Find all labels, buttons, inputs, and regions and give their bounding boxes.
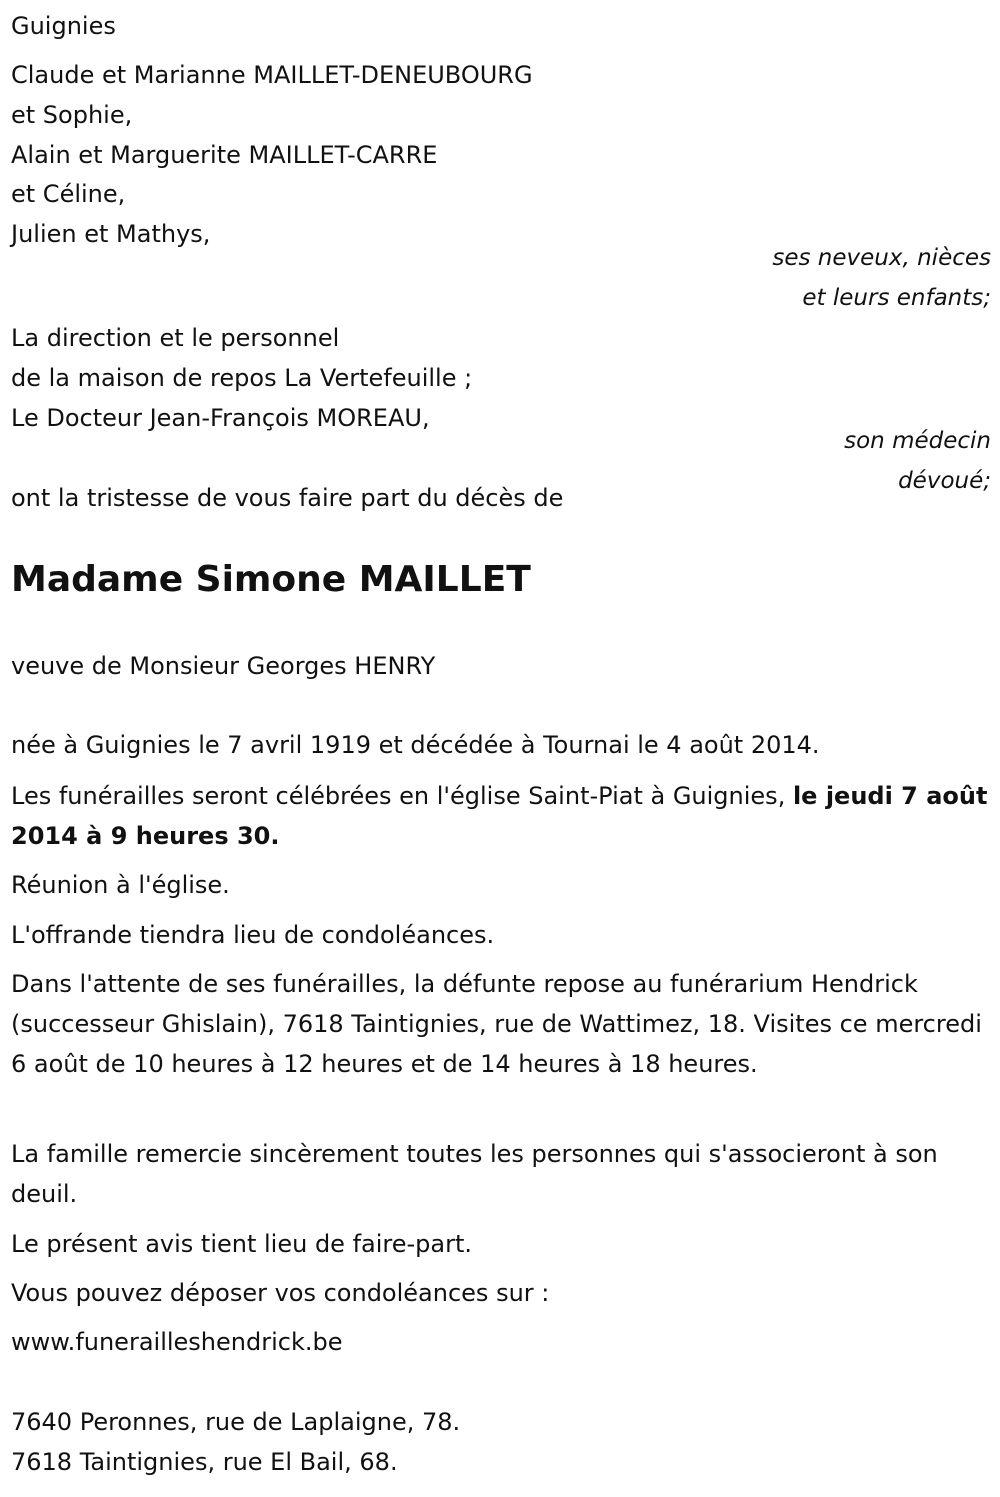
website-link[interactable]: www.funerailleshendrick.be [11, 1328, 343, 1356]
doctor-relation-line-2: dévoué; [898, 468, 991, 494]
funeral-paragraph [11, 776, 993, 856]
family-line-2: et Sophie, [11, 101, 133, 129]
announcement-text: ont la tristesse de vous faire part du décès de [11, 484, 564, 512]
birth-death-text: née à Guignies le 7 avril 1919 et décédée à Tournai le 4 août 2014. [11, 731, 820, 759]
viewing-paragraph: Dans l'attente de ses funérailles, la défunte repose au funérarium Hendrick (successeur Ghislain), 7618 Taintignies, rue de Wattimez, 18. Visites ce mercredi 6 août de 10 heures à 12 heures et de 14 heures à 18 heures. [11, 970, 982, 1078]
family-relation-line-2: et leurs enfants; [802, 285, 991, 311]
deceased-name: Madame Simone MAILLET [11, 559, 531, 600]
thanks-paragraph: La famille remercie sincèrement toutes les personnes qui s'associeront à son deuil. [11, 1140, 938, 1208]
family-line-5: Julien et Mathys, [11, 220, 211, 248]
staff-line-2: de la maison de repos La Vertefeuille ; [11, 364, 473, 392]
doctor-line: Le Docteur Jean-François MOREAU, [11, 404, 430, 432]
offering-text: L'offrande tiendra lieu de condoléances. [11, 921, 495, 949]
condolences-intro: Vous pouvez déposer vos condoléances sur : [11, 1279, 550, 1307]
widow-of-text: veuve de Monsieur Georges HENRY [11, 652, 436, 680]
place-header: Guignies [11, 12, 116, 40]
funeral-intro: Les funérailles seront célébrées en l'église Saint-Piat à Guignies, [11, 782, 793, 810]
family-line-1: Claude et Marianne MAILLET-DENEUBOURG [11, 61, 533, 89]
notice-text: Le présent avis tient lieu de faire-part. [11, 1230, 473, 1258]
meeting-text: Réunion à l'église. [11, 871, 230, 899]
staff-line-1: La direction et le personnel [11, 324, 340, 352]
family-line-4: et Céline, [11, 180, 126, 208]
funeral-datetime: le jeudi 7 août 2014 à 9 heures 30. [11, 782, 988, 850]
family-relation-line-1: ses neveux, nièces [772, 245, 991, 271]
family-line-3: Alain et Marguerite MAILLET-CARRE [11, 141, 438, 169]
address-line-2: 7618 Taintignies, rue El Bail, 68. [11, 1448, 398, 1476]
doctor-relation-line-1: son médecin [844, 428, 991, 454]
address-line-1: 7640 Peronnes, rue de Laplaigne, 78. [11, 1408, 461, 1436]
